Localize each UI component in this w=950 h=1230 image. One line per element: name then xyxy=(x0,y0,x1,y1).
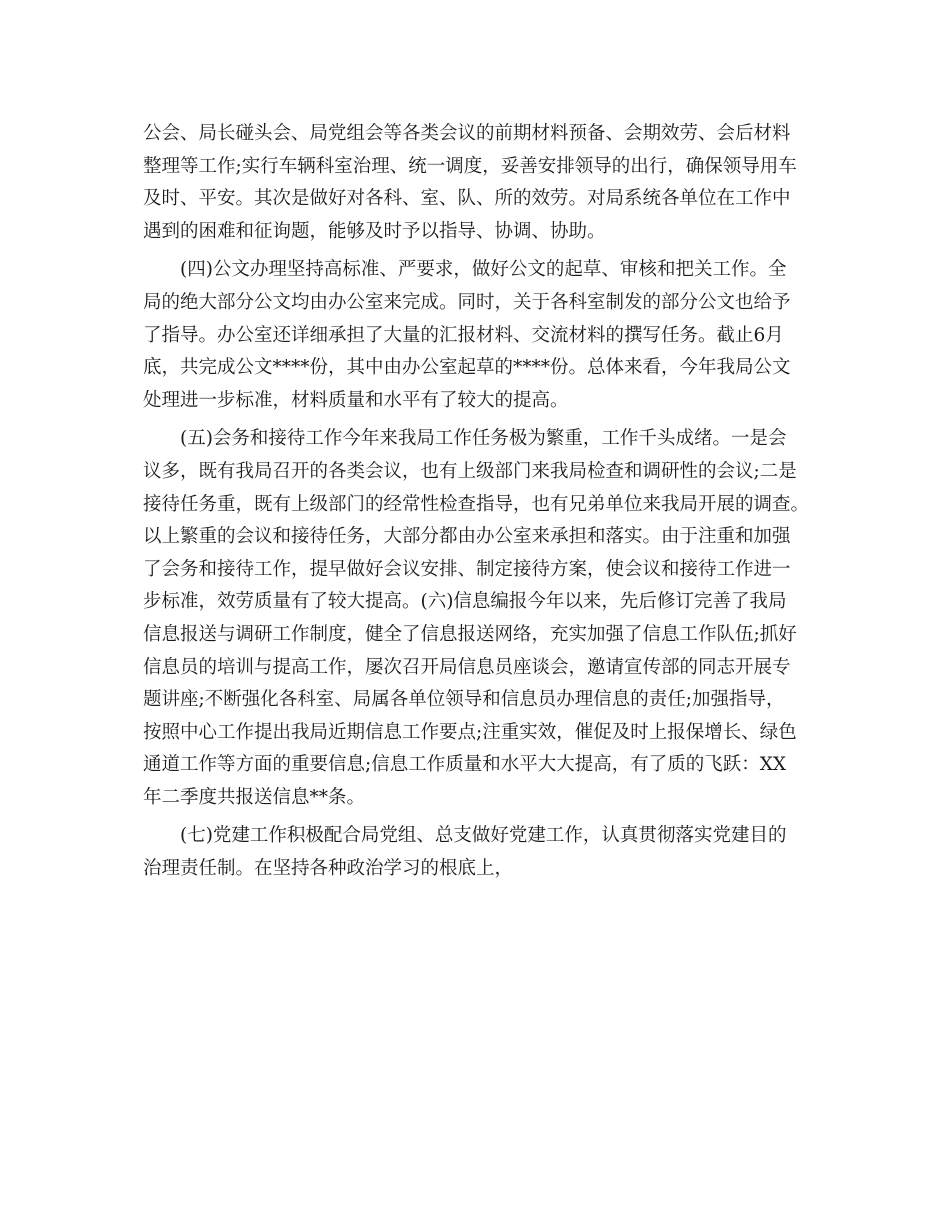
text-line: 题讲座;不断强化各科室、局属各单位领导和信息员办理信息的责任;加强指导， xyxy=(143,689,785,711)
text-line: 议多，既有我局召开的各类会议，也有上级部门来我局检查和调研性的会议;二是 xyxy=(143,460,797,482)
text-line: 信息员的培训与提高工作，屡次召开局信息员座谈会，邀请宣传部的同志开展专 xyxy=(143,656,791,678)
text-line: 了会务和接待工作，提早做好会议安排、制定接待方案，使会议和接待工作进一 xyxy=(143,558,791,580)
text-line: (七)党建工作积极配合局党组、总支做好党建工作，认真贯彻落实党建目的 xyxy=(143,825,787,847)
text-line: 步标准，效劳质量有了较大提高。(六)信息编报今年以来，先后修订完善了我局 xyxy=(143,591,787,613)
paragraph-meeting-services xyxy=(143,118,813,248)
text-line: (四)公文办理坚持高标准、严要求，做好公文的起草、审核和把关工作。全 xyxy=(143,259,787,281)
text-line: 以上繁重的会议和接待任务，大部分都由办公室来承担和落实。由于注重和加强 xyxy=(143,526,791,548)
paragraph-document-handling xyxy=(143,254,813,417)
text-line: 及时、平安。其次是做好对各科、室、队、所的效劳。对局系统各单位在工作中 xyxy=(143,188,791,210)
text-line: 通道工作等方面的重要信息;信息工作质量和水平大大提高，有了质的飞跃：XX xyxy=(143,754,787,776)
text-line: 接待任务重，既有上级部门的经常性检查指导，也有兄弟单位来我局开展的调查。 xyxy=(143,493,810,515)
text-line: 底，共完成公文****份，其中由办公室起草的****份。总体来看，今年我局公文 xyxy=(143,357,791,379)
text-line: 治理责任制。在坚持各种政治学习的根底上， xyxy=(143,858,514,880)
text-line: 信息报送与调研工作制度，健全了信息报送网络，充实加强了信息工作队伍;抓好 xyxy=(143,623,797,645)
text-line: (五)会务和接待工作今年来我局工作任务极为繁重，工作千头成绪。一是会 xyxy=(143,428,787,450)
text-line: 遇到的困难和征询题，能够及时予以指导、协调、协助。 xyxy=(143,220,606,242)
text-line: 局的绝大部分公文均由办公室来完成。同时，关于各科室制发的部分公文也给予 xyxy=(143,291,791,313)
text-line: 公会、局长碰头会、局党组会等各类会议的前期材料预备、会期效劳、会后材料 xyxy=(143,123,791,144)
paragraph-party-building xyxy=(143,820,813,885)
text-line: 处理进一步标准，材料质量和水平有了较大的提高。 xyxy=(143,389,569,411)
text-line: 了指导。办公室还详细承担了大量的汇报材料、交流材料的撰写任务。截止6月 xyxy=(143,324,784,346)
paragraph-reception-and-information xyxy=(143,423,813,814)
text-line: 按照中心工作提出我局近期信息工作要点;注重实效，催促及时上报保增长、绿色 xyxy=(143,721,797,743)
body-text xyxy=(143,118,813,886)
text-line: 整理等工作;实行车辆科室治理、统一调度，妥善安排领导的出行，确保领导用车 xyxy=(143,155,797,177)
text-line: 年二季度共报送信息**条。 xyxy=(143,786,366,808)
